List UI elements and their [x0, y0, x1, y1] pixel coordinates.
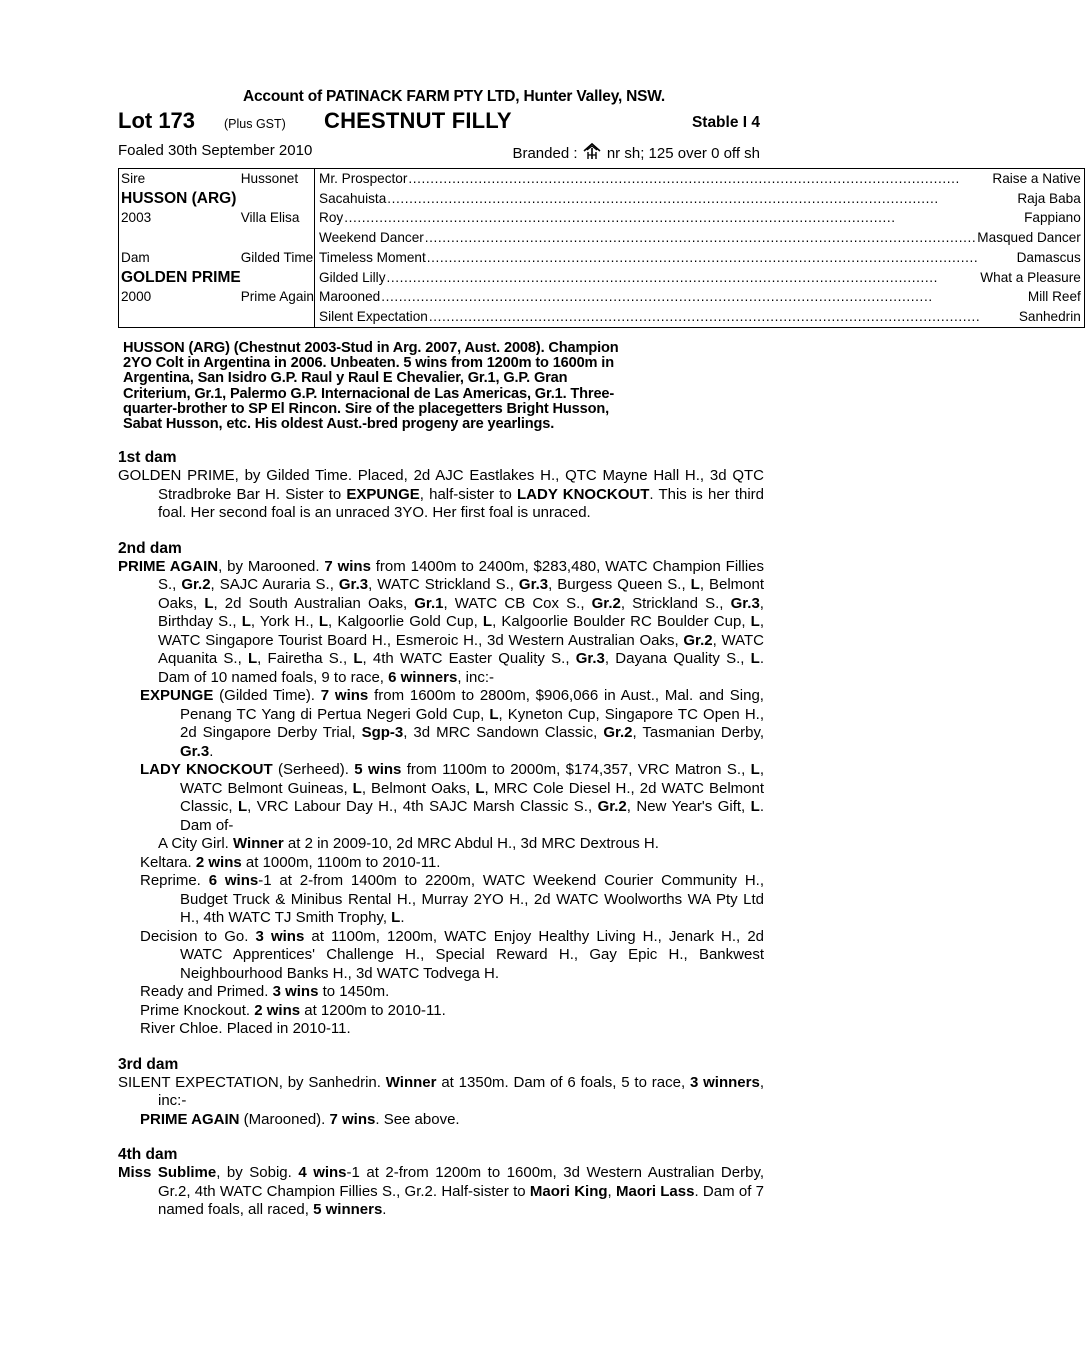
dam-sire: Gilded Time: [240, 249, 314, 265]
dam-year: 2000: [121, 289, 152, 305]
pedigree-ancestor: Sacahuista ..... Raja Baba: [319, 189, 1081, 209]
brand-mark-icon: [582, 142, 602, 160]
second-dam-text: PRIME AGAIN, by Marooned. 7 wins from 1400m to 2400m, $283,480, WATC Champion Fillies S., Gr.2, SAJC Auraria S., Gr.3, WATC Strickland S., Gr.3, Burgess Queen S., L, Belmont Oaks, L, 2d South Australian Oaks, Gr.1, WATC CB Cox S., Gr.2, Strickland S., Gr.3, Birthday S., L, York H., L, Kalgoorlie Gold Cup, L, Kalgoorlie Boulder RC Boulder Cup, L, WATC Singapore Tourist Board H., Esmeroic H., 3d Western Australian Oaks, Gr.2, WATC Aquanita S., L, Fairetha S., L, 4th WATC Easter Quality S., Gr.3, Dayana Quality S., L. Dam of 10 named foals, 9 to race, 6 winners, inc:-: [118, 557, 764, 686]
dam-label: Dam: [121, 249, 150, 265]
stable-number: Stable I 4: [691, 114, 760, 131]
dam-dam: Prime Again: [240, 289, 314, 305]
progeny-ready-and-primed: Ready and Primed. 3 wins to 1450m.: [140, 983, 390, 1001]
horse-description: CHESTNUT FILLY: [324, 108, 512, 133]
sire-name: HUSSON (ARG): [121, 189, 237, 207]
dam-name: GOLDEN PRIME: [121, 268, 241, 286]
brand-info: [512, 142, 760, 162]
progeny-keltara: Keltara. 2 wins at 1000m, 1100m to 2010-11.: [140, 853, 441, 871]
pedigree-ancestor: Mr. Prospector ..... Raise a Native: [319, 169, 1081, 189]
sire-summary: HUSSON (ARG) (Chestnut 2003-Stud in Arg. 2007, Aust. 2008). Champion 2YO Colt in Argentina in 2006. Unbeaten. 5 wins from 1200m to 1600m in Argentina, San Isidro G.P. Raul y Raul E Chevalier, Gr.1, G.P. Gran Criterium, Gr.1, Palermo G.P. Internacional de Las Americas, Gr.1. Three- quarter-brother to SP El Rincon. Sire of the placegetters Bright Husson, Sabat Husson, etc. His oldest Aust.-bred progeny are yearlings.: [123, 339, 619, 433]
pedigree-table: [118, 168, 1085, 328]
pedigree-ancestor: Roy ..... Fappiano: [319, 208, 1081, 228]
progeny-expunge: EXPUNGE (Gilded Time). 7 wins from 1600m to 2800m, $906,066 in Aust., Mal. and Sing, Penang TC Yang di Pertua Negeri Gold Cup, L, Kyneton Cup, Singapore TC Open H., 2d Singapore Derby Trial, Sgp-3, 3d MRC Sandown Classic, Gr.2, Tasmanian Derby, Gr.3.: [140, 687, 764, 760]
lot-number: Lot 173: [118, 108, 196, 133]
third-dam-text: SILENT EXPECTATION, by Sanhedrin. Winner at 1350m. Dam of 6 foals, 5 to race, 3 winners, inc:-: [118, 1073, 764, 1110]
first-dam-text: GOLDEN PRIME, by Gilded Time. Placed, 2d AJC Eastlakes H., QTC Mayne Hall H., 3d QTC Stradbroke Bar H. Sister to EXPUNGE, half-sister to LADY KNOCKOUT. This is her third foal. Her second foal is an unraced 3YO. Her first foal is unraced.: [118, 467, 765, 522]
progeny-a-city-girl: A City Girl. Winner at 2 in 2009-10, 2d MRC Abdul H., 3d MRC Dextrous H.: [158, 835, 659, 853]
foaled-line: [118, 140, 764, 164]
catalogue-page: [118, 88, 1081, 1220]
gst-note: (Plus GST): [224, 117, 286, 131]
third-dam-heading: 3rd dam: [118, 1055, 179, 1073]
branded-label: Branded :: [512, 145, 578, 162]
sire-year: 2003: [121, 210, 152, 226]
sire-dam: Villa Elisa: [240, 210, 300, 226]
account-line: Account of PATINACK FARM PTY LTD, Hunter Valley, NSW.: [243, 88, 665, 105]
progeny-prime-knockout: Prime Knockout. 2 wins at 1200m to 2010-11.: [140, 1001, 446, 1019]
pedigree-ancestor: Marooned ..... Mill Reef: [319, 287, 1081, 307]
first-dam-heading: 1st dam: [118, 449, 177, 467]
branded-details: nr sh; 125 over 0 off sh: [606, 145, 760, 162]
pedigree-ancestor: Silent Expectation ..... Sanhedrin: [319, 307, 1081, 327]
progeny-decision-to-go: Decision to Go. 3 wins at 1100m, 1200m, WATC Enjoy Healthy Living H., Jenark H., 2d WATC Apprentices' Challenge H., Special Reward H., Gay Epic H., Bankwest Neighbourhood Banks H., 3d WATC Todvega H.: [140, 927, 765, 982]
foaled-date: Foaled 30th September 2010: [118, 142, 313, 159]
pedigree-ancestor: Timeless Moment ..... Damascus: [319, 248, 1081, 268]
pedigree-ancestor: Weekend Dancer ..... Masqued Dancer: [319, 228, 1081, 248]
progeny-lady-knockout: LADY KNOCKOUT (Serheed). 5 wins from 1100m to 2000m, $174,357, VRC Matron S., L, WATC Belmont Guineas, L, Belmont Oaks, L, MRC Cole Diesel H., 2d WATC Belmont Classic, L, VRC Labour Day H., 4th SAJC Marsh Classic S., Gr.2, New Year's Gift, L. Dam of-: [140, 761, 765, 834]
sire-sire: Hussonet: [240, 171, 299, 186]
second-dam-heading: 2nd dam: [118, 539, 182, 557]
pedigree-ancestor: Gilded Lilly ..... What a Pleasure: [319, 268, 1081, 288]
fourth-dam-heading: 4th dam: [118, 1146, 178, 1164]
progeny-river-chloe: River Chloe. Placed in 2010-11.: [140, 1020, 351, 1038]
lot-line: [118, 108, 764, 136]
progeny-reprime: Reprime. 6 wins-1 at 2-from 1400m to 2200m, WATC Weekend Courier Community H., Budget Truck & Minibus Rental H., Murray 2YO H., 2d WATC Woolworths WA Pty Ltd H., 4th WATC TJ Smith Trophy, L.: [140, 872, 764, 927]
fourth-dam-text: Miss Sublime, by Sobig. 4 wins-1 at 2-from 1200m to 1600m, 3d Western Australian Derby, Gr.2, 4th WATC Champion Fillies S., Gr.2. Half-sister to Maori King, Maori Lass. Dam of 7 named foals, all raced, 5 winners.: [118, 1164, 764, 1219]
progeny-prime-again: PRIME AGAIN (Marooned). 7 wins. See above.: [140, 1110, 460, 1128]
sire-label: Sire: [121, 171, 146, 186]
